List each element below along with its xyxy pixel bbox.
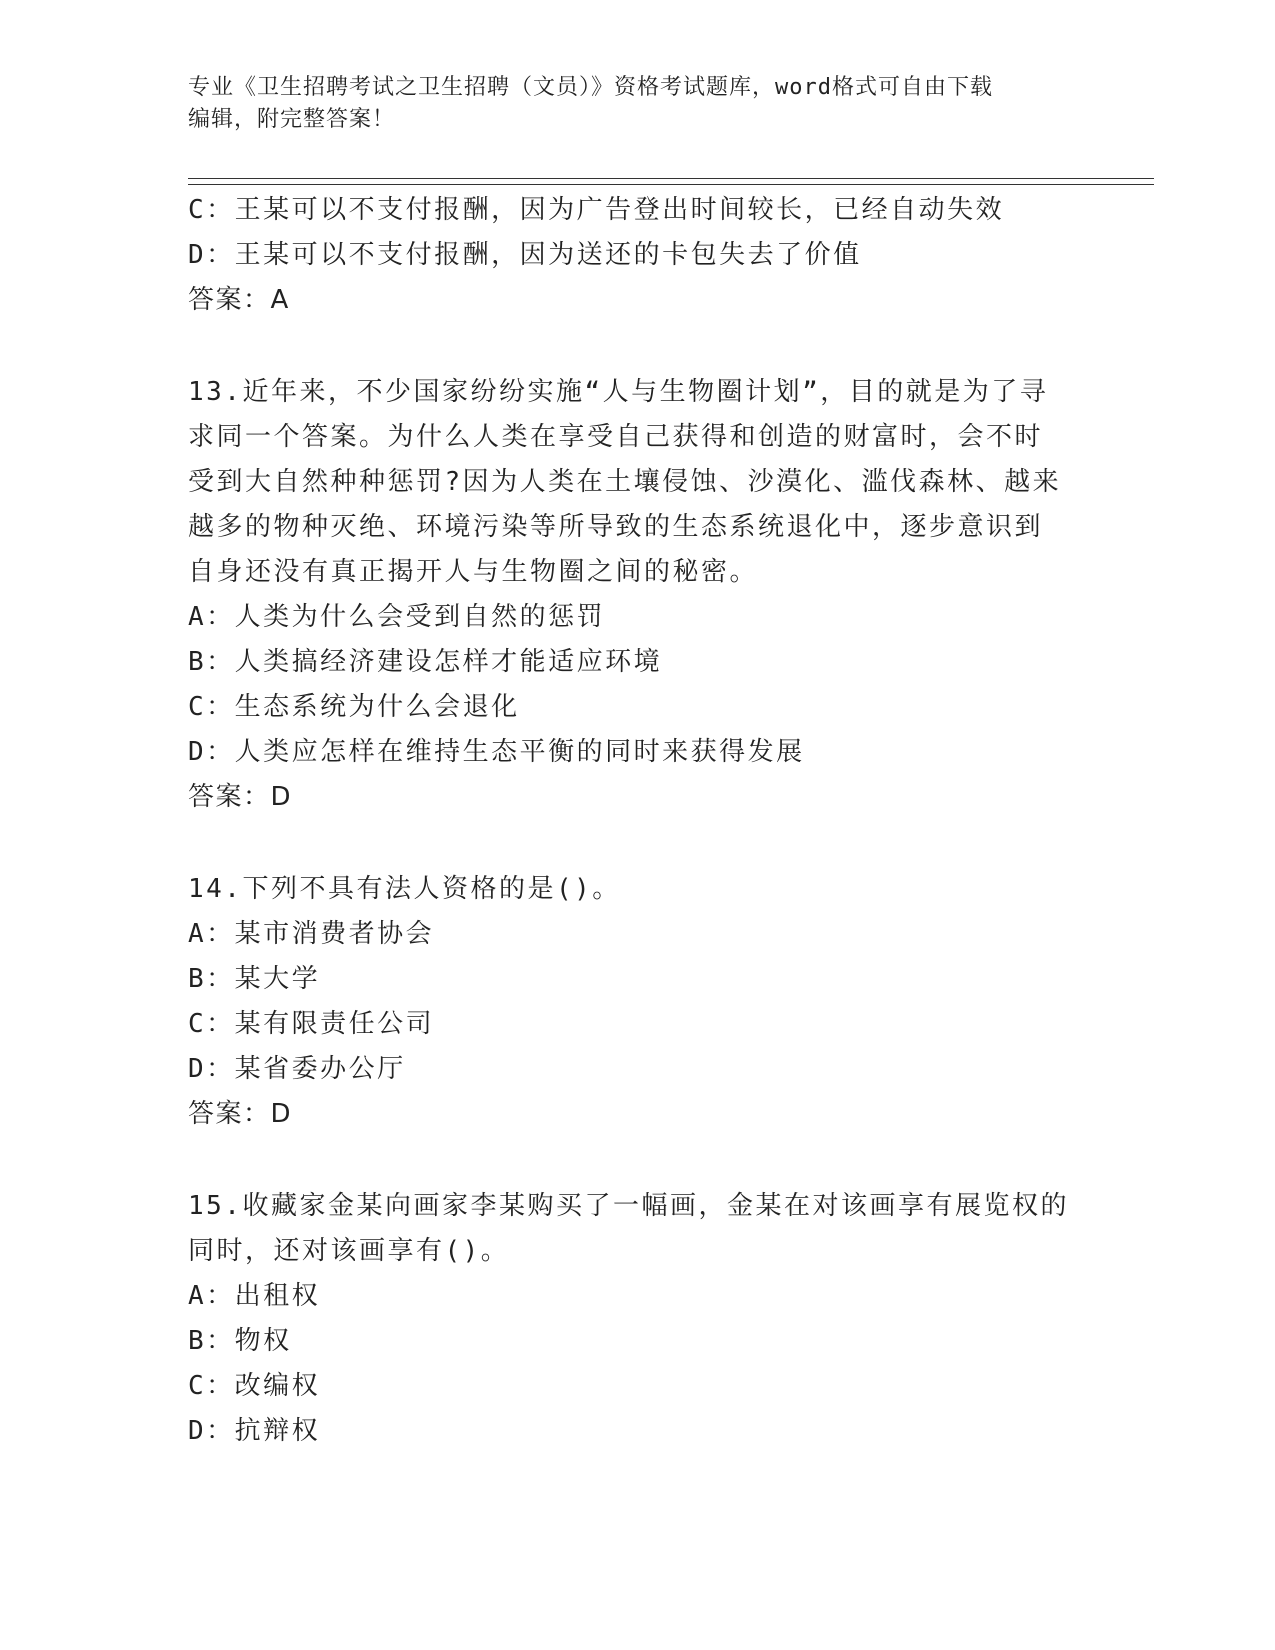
question-stem-line: 越多的物种灭绝、环境污染等所导致的生态系统退化中，逐步意识到 bbox=[188, 512, 1044, 542]
question-stem-line: 求同一个答案。为什么人类在享受自己获得和创造的财富时，会不时 bbox=[188, 422, 1044, 452]
option-d: D：人类应怎样在维持生态平衡的同时来获得发展 bbox=[188, 737, 805, 767]
header-divider-top bbox=[188, 178, 1154, 179]
option-c: C：王某可以不支付报酬，因为广告登出时间较长，已经自动失效 bbox=[188, 195, 1005, 225]
spacer bbox=[188, 323, 1088, 370]
answer-label: 答案：D bbox=[188, 782, 293, 812]
option-a: A：人类为什么会受到自然的惩罚 bbox=[188, 602, 606, 632]
question-content bbox=[188, 188, 1088, 1454]
option-d: D：抗辩权 bbox=[188, 1416, 321, 1446]
header-line-2: 编辑，附完整答案！ bbox=[188, 107, 396, 132]
spacer bbox=[188, 1137, 1088, 1184]
option-c: C：生态系统为什么会退化 bbox=[188, 692, 520, 722]
question-15 bbox=[188, 1184, 1088, 1454]
option-b: B：某大学 bbox=[188, 964, 321, 994]
answer-label: 答案：D bbox=[188, 1099, 293, 1129]
page-header bbox=[188, 72, 1088, 136]
question-stem-line: 13.近年来，不少国家纷纷实施“人与生物圈计划”，目的就是为了寻 bbox=[188, 377, 1049, 407]
header-divider-bottom bbox=[188, 184, 1154, 185]
option-c: C：改编权 bbox=[188, 1371, 321, 1401]
spacer bbox=[188, 820, 1088, 867]
option-d: D：王某可以不支付报酬，因为送还的卡包失去了价值 bbox=[188, 240, 862, 270]
question-stem-line: 同时，还对该画享有()。 bbox=[188, 1236, 510, 1266]
option-a: A：某市消费者协会 bbox=[188, 919, 435, 949]
option-b: B：人类搞经济建设怎样才能适应环境 bbox=[188, 647, 663, 677]
question-stem-line: 14.下列不具有法人资格的是()。 bbox=[188, 874, 621, 904]
question-stem-line: 受到大自然种种惩罚?因为人类在土壤侵蚀、沙漠化、滥伐森林、越来 bbox=[188, 467, 1062, 497]
question-14 bbox=[188, 867, 1088, 1137]
option-b: B：物权 bbox=[188, 1326, 292, 1356]
option-d: D：某省委办公厅 bbox=[188, 1054, 406, 1084]
question-12-tail bbox=[188, 188, 1088, 323]
header-line-1: 专业《卫生招聘考试之卫生招聘（文员）》资格考试题库，word格式可自由下载 bbox=[188, 75, 993, 100]
option-a: A：出租权 bbox=[188, 1281, 321, 1311]
question-stem-line: 15.收藏家金某向画家李某购买了一幅画，金某在对该画享有展览权的 bbox=[188, 1191, 1069, 1221]
answer-label: 答案：A bbox=[188, 285, 290, 315]
option-c: C：某有限责任公司 bbox=[188, 1009, 435, 1039]
question-13 bbox=[188, 370, 1088, 820]
question-stem-line: 自身还没有真正揭开人与生物圈之间的秘密。 bbox=[188, 557, 759, 587]
